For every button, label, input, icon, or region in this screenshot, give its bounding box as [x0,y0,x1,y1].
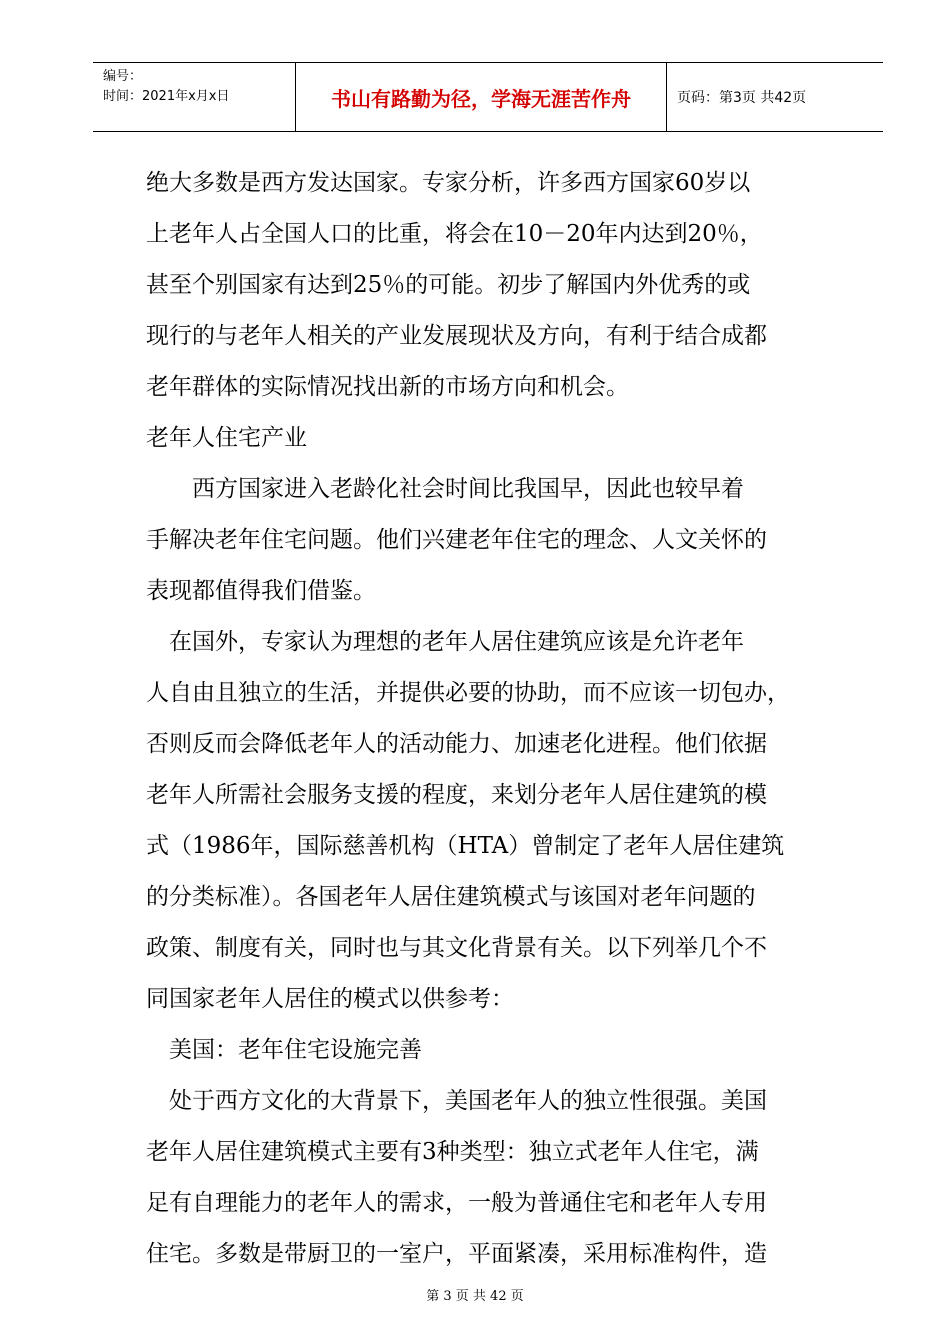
header-code-label: 编号： [103,69,143,84]
section-heading: 老年人住宅产业 [146,425,307,451]
body-line: 足有自理能力的老年人的需求，一般为普通住宅和老年人专用 [146,1190,767,1216]
body-line: 绝大多数是西方发达国家。专家分析，许多西方国家60岁以 [146,170,751,196]
body-line: 处于西方文化的大背景下，美国老年人的独立性很强。美国 [146,1088,767,1114]
body-line: 表现都值得我们借鉴。 [146,578,376,604]
header-divider [666,63,667,131]
body-line: 老年人居住建筑模式主要有3种类型：独立式老年人住宅，满 [146,1139,759,1165]
body-line: 住宅。多数是带厨卫的一室户，平面紧凑，采用标准构件，造 [146,1241,767,1267]
body-line: 老年人所需社会服务支援的程度，来划分老年人居住建筑的模 [146,782,767,808]
body-line: 西方国家进入老龄化社会时间比我国早，因此也较早着 [146,476,744,502]
body-line: 现行的与老年人相关的产业发展现状及方向，有利于结合成都 [146,323,767,349]
page-footer: 第 3 页 共 42 页 [426,1289,524,1304]
section-heading: 美国：老年住宅设施完善 [146,1037,422,1063]
body-line: 否则反而会降低老年人的活动能力、加速老化进程。他们依据 [146,731,767,757]
body-line: 甚至个别国家有达到25％的可能。初步了解国内外优秀的或 [146,272,751,298]
body-line: 的分类标准）。各国老年人居住建筑模式与该国对老年问题的 [146,884,756,910]
body-line: 老年群体的实际情况找出新的市场方向和机会。 [146,374,629,400]
body-line: 上老年人占全国人口的比重，将会在10－20年内达到20％， [146,221,763,247]
body-line: 同国家老年人居住的模式以供参考： [146,986,514,1012]
body-line: 手解决老年住宅问题。他们兴建老年住宅的理念、人文关怀的 [146,527,767,553]
document-body [146,158,846,1280]
header-motto: 书山有路勤为径，学海无涯苦作舟 [331,86,631,111]
body-line: 式（1986年，国际慈善机构（HTA）曾制定了老年人居住建筑 [146,833,785,859]
header-meta [103,67,229,107]
header-time-label: 时间：2021年x月x日 [103,89,230,104]
body-line: 人自由且独立的生活，并提供必要的协助，而不应该一切包办， [146,680,790,706]
body-line: 在国外，专家认为理想的老年人居住建筑应该是允许老年 [146,629,744,655]
header-page-info: 页码：第3页 共42页 [677,90,807,106]
body-line: 政策、制度有关，同时也与其文化背景有关。以下列举几个不 [146,935,767,961]
page-header [93,62,883,132]
